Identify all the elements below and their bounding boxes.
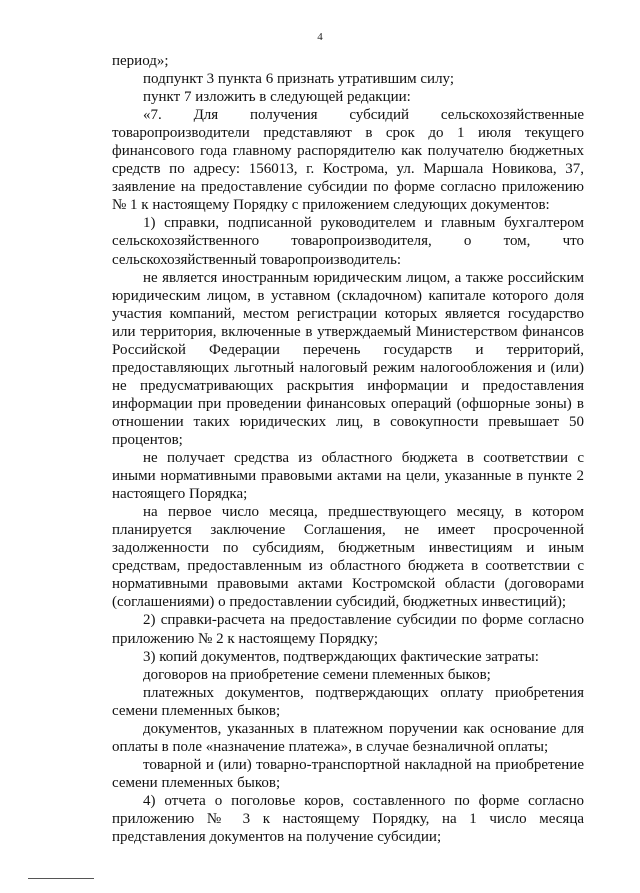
- paragraph: документов, указанных в платежном поручении как основание для оплаты в поле «назначение платежа», в случае безналичной оплаты;: [112, 720, 584, 755]
- paragraph: платежных документов, подтверждающих оплату приобретения семени племенных быков;: [112, 684, 584, 719]
- paragraph: товарной и (или) товарно-транспортной накладной на приобретение семени племенных быков;: [112, 756, 584, 791]
- paragraph: 4) отчета о поголовье коров, составленного по форме согласно приложению № 3 к настоящему Порядку, на 1 число месяца представления документов на получение субсидии;: [112, 792, 584, 846]
- paragraph: 3) копий документов, подтверждающих фактические затраты:: [143, 648, 539, 665]
- paragraph: «7. Для получения субсидий сельскохозяйственные товаропроизводители представляют в срок до 1 июля текущего финансового года главному распорядителю как получателю бюджетных средств по адресу: 156013, г. Кострома, ул. Маршала Новикова, 37, заявление на предоставление субсидии по форме согласно приложению № 1 к настоящему Порядку с приложением следующих документов:: [112, 107, 584, 214]
- paragraph: 2) справки-расчета на предоставление субсидии по форме согласно приложению № 2 к настоящему Порядку;: [112, 612, 584, 647]
- footer-rule: [28, 878, 94, 879]
- paragraph: период»;: [112, 53, 169, 69]
- paragraph: подпункт 3 пункта 6 признать утратившим силу;: [143, 71, 455, 88]
- paragraph: на первое число месяца, предшествующего месяцу, в котором планируется заключение Соглашения, не имеет просроченной задолженности по субсидиям, бюджетным инвестициям и иным средствам, предоставленным из областного бюджета в соответствии с нормативными правовыми актами Костромской области (договорами (соглашениями) о предоставлении субсидий, бюджетных инвестиций);: [112, 504, 584, 611]
- paragraph: договоров на приобретение семени племенных быков;: [143, 666, 491, 683]
- document-body: [112, 52, 584, 846]
- paragraph: не является иностранным юридическим лицом, а также российским юридическим лицом, в уставном (складочном) капитале которого доля участия компаний, местом регистрации которых является государство или территория, включенные в утверждаемый Министерством финансов Российской Федерации перечень государств и территорий, предоставляющих льготный налоговый режим налогообложения и (или) не предусматривающих раскрытия информации и предоставления информации при проведении финансовых операций (офшорные зоны) в отношении таких юридических лиц, в совокупности превышает 50 процентов;: [112, 269, 584, 448]
- paragraph: не получает средства из областного бюджета в соответствии с иными нормативными правовыми актами на цели, указанные в пункте 2 настоящего Порядка;: [112, 450, 584, 503]
- page-number: 4: [317, 31, 323, 43]
- paragraph: пункт 7 изложить в следующей редакции:: [143, 89, 411, 106]
- paragraph: 1) справки, подписанной руководителем и главным бухгалтером сельскохозяйственного товаропроизводителя, о том, что сельскохозяйственный товаропроизводитель:: [112, 215, 584, 268]
